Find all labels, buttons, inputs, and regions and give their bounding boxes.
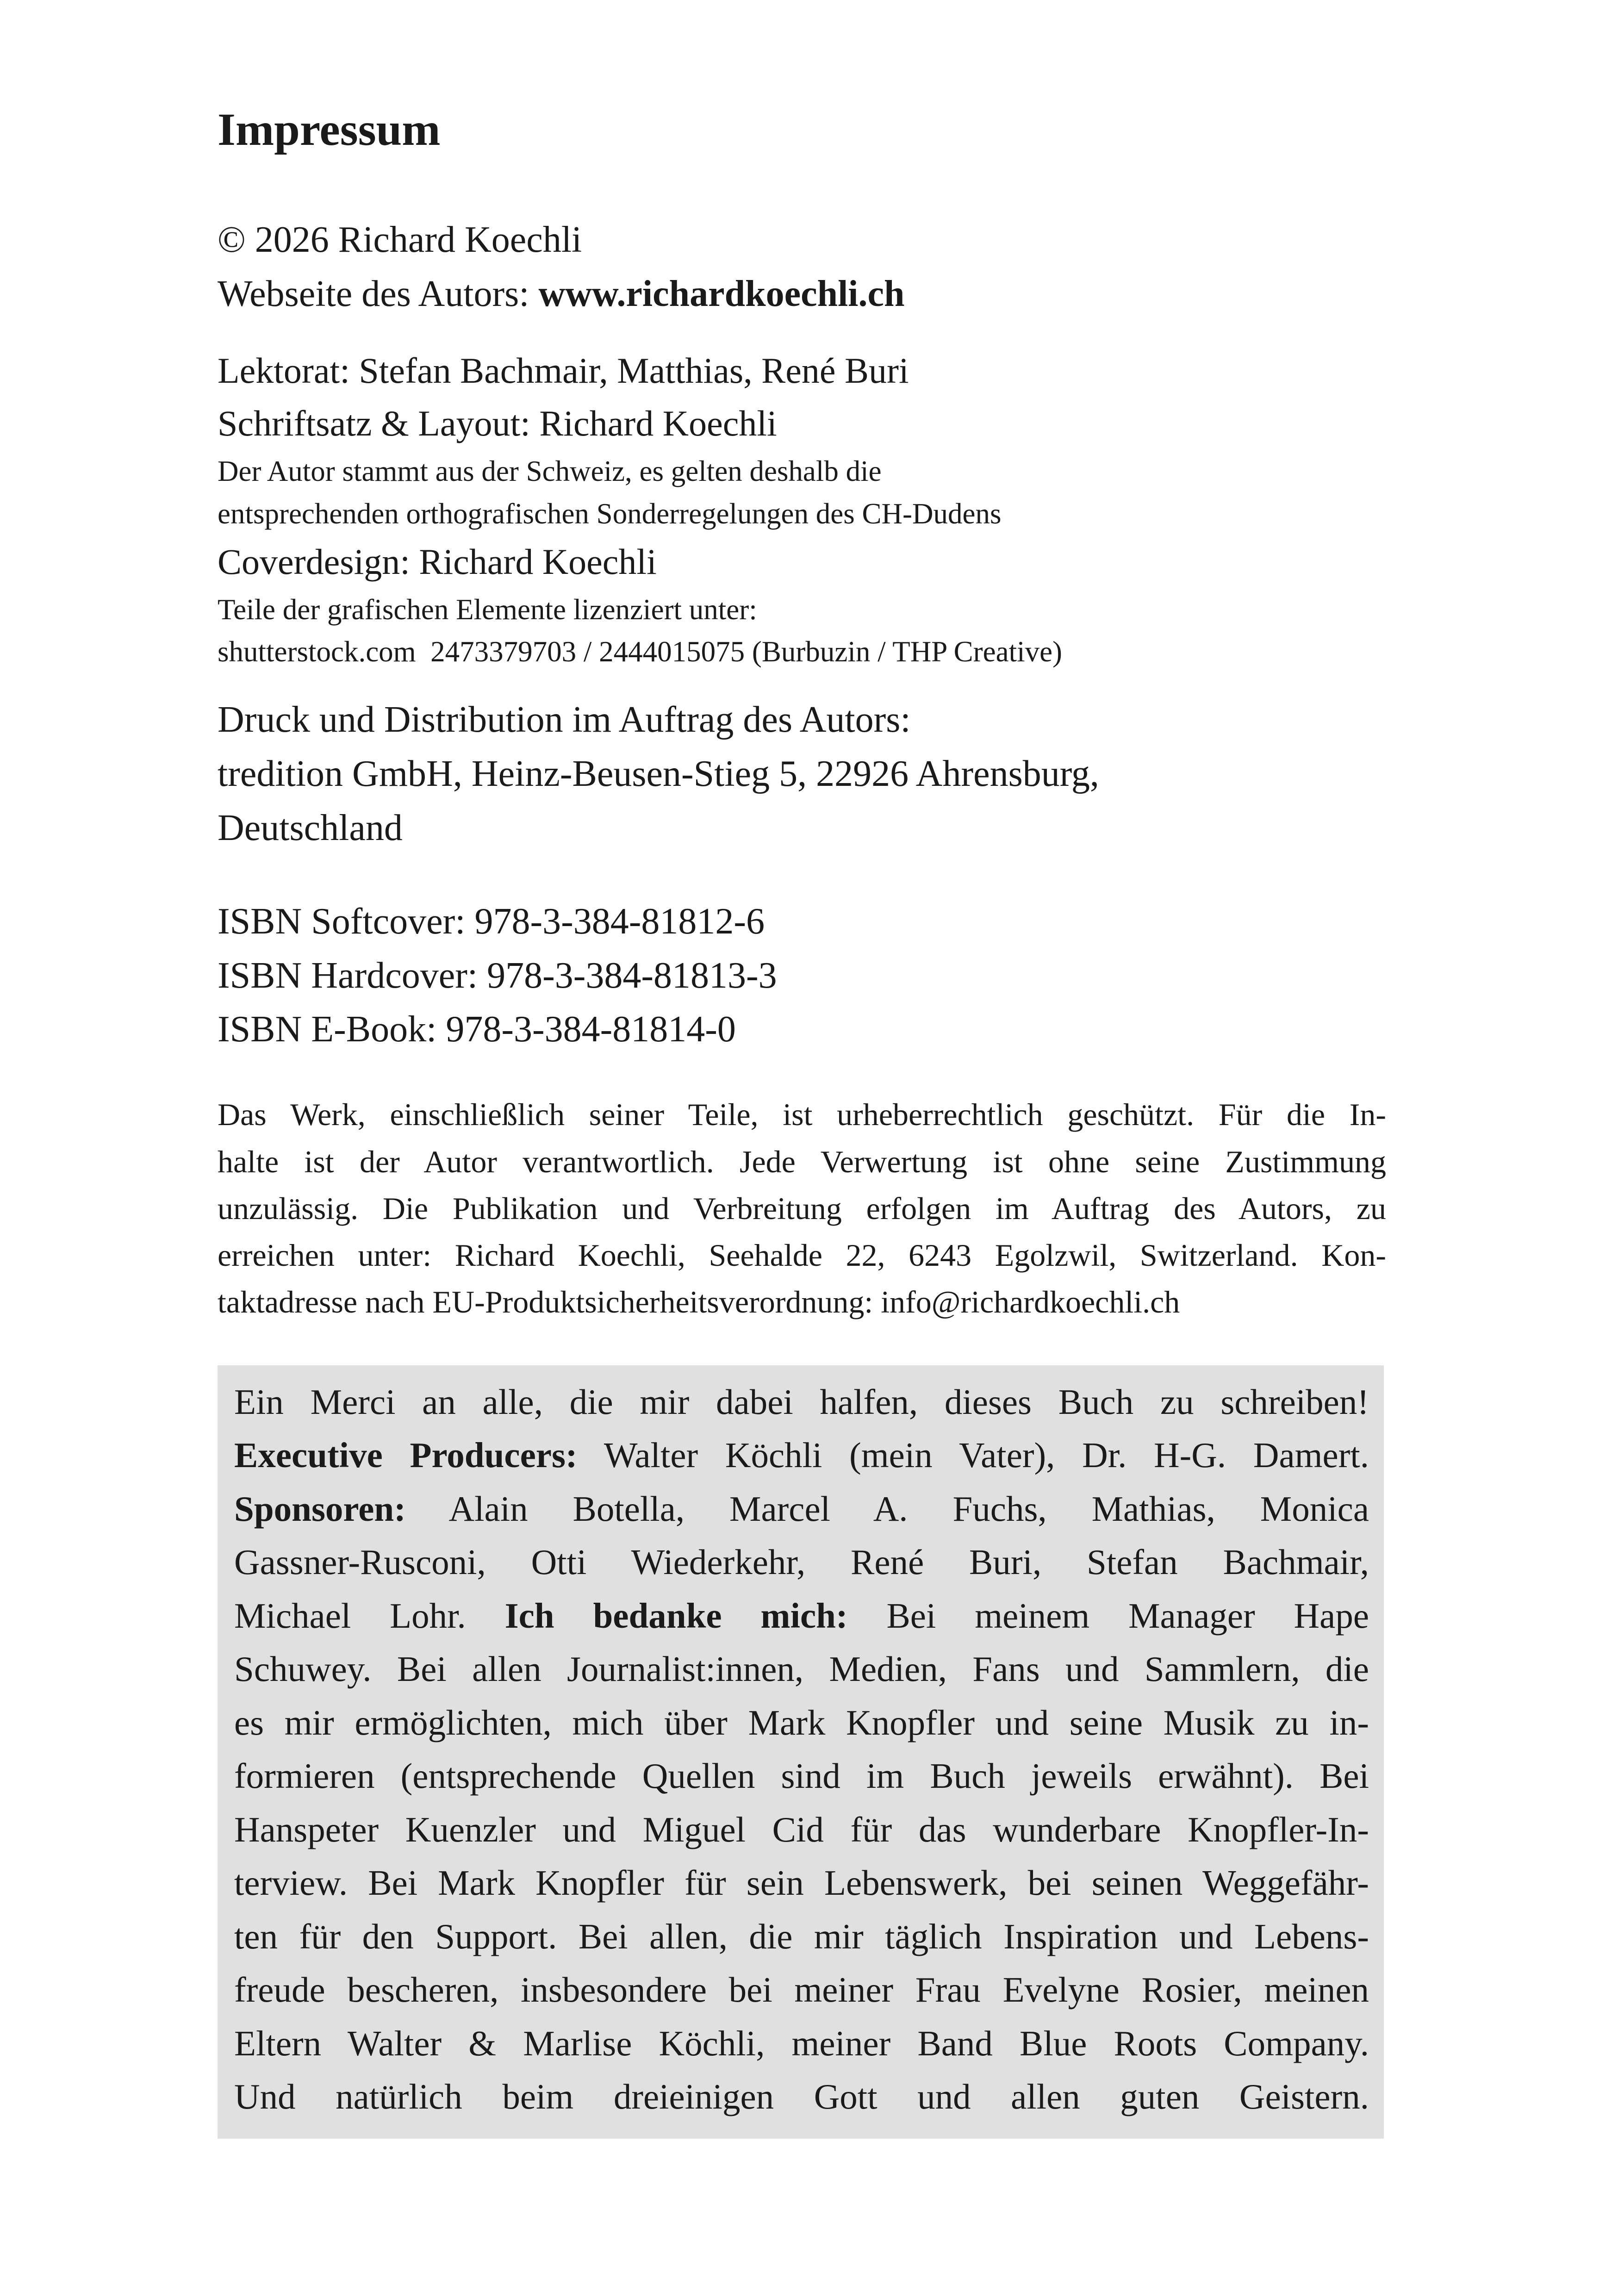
legal-line: unzulässig. Die Publikation und Verbreitung erfolgen im Auftrag des Autors, zu <box>218 1190 1386 1226</box>
legal-notice <box>218 1091 1386 1326</box>
license-line-1: Teile der grafischen Elemente lizenziert unter: <box>218 593 757 626</box>
thanks-line <box>234 1429 1369 1482</box>
legal-line: Das Werk, einschließlich seiner Teile, ist urheberrechtlich geschützt. Für die In- <box>218 1097 1386 1132</box>
thanks-line: ten für den Support. Bei allen, die mir täglich Inspiration und Lebens- <box>234 1916 1369 1956</box>
executive-producers-label: Executive Producers: <box>234 1435 578 1475</box>
thanks-line: terview. Bei Mark Knopfler für sein Lebenswerk, bei seinen Weggefähr- <box>234 1863 1369 1903</box>
acknowledgements-box <box>218 1365 1384 2139</box>
thanks-text: Bei meinem Manager Hape <box>847 1595 1369 1636</box>
website-line <box>218 267 1384 321</box>
isbn-hardcover: ISBN Hardcover: 978-3-384-81813-3 <box>218 955 777 996</box>
thanks-line: freude bescheren, insbesondere bei meiner Frau Evelyne Rosier, meinen <box>234 1970 1369 2010</box>
copyright-line: © 2026 Richard Koechli <box>218 219 582 260</box>
isbn-ebook: ISBN E-Book: 978-3-384-81814-0 <box>218 1009 736 1050</box>
swiss-note-line-2: entsprechenden orthografischen Sonderregelungen des CH-Dudens <box>218 497 1002 530</box>
thanks-line: es mir ermöglichten, mich über Mark Knopfler und seine Musik zu in- <box>234 1702 1369 1742</box>
legal-line: erreichen unter: Richard Koechli, Seehalde 22, 6243 Egolzwil, Switzerland. Kon- <box>218 1238 1386 1273</box>
website-link[interactable]: www.richardkoechli.ch <box>538 273 905 314</box>
thanks-line: Ein Merci an alle, die mir dabei halfen, dieses Buch zu schreiben! <box>234 1381 1369 1422</box>
swiss-note-line-1: Der Autor stammt aus der Schweiz, es gelten deshalb die <box>218 454 882 487</box>
isbn-block <box>218 895 1384 1057</box>
thanks-line: Schuwey. Bei allen Journalist:innen, Medien, Fans und Sammlern, die <box>234 1649 1369 1689</box>
website-label: Webseite des Autors: <box>218 273 539 314</box>
thanks-text: Michael Lohr. <box>234 1595 505 1636</box>
copyright-block <box>218 213 1384 321</box>
thanks-line: Hanspeter Kuenzler und Miguel Cid für das wunderbare Knopfler-In- <box>234 1809 1369 1849</box>
executive-producers-text: Walter Köchli (mein Vater), Dr. H-G. Damert. <box>577 1435 1369 1475</box>
isbn-softcover: ISBN Softcover: 978-3-384-81812-6 <box>218 901 765 942</box>
print-line-2: tredition GmbH, Heinz-Beusen-Stieg 5, 22926 Ahrensburg, <box>218 753 1099 795</box>
thank-you-label: Ich bedanke mich: <box>504 1595 848 1636</box>
layout-line: Schriftsatz & Layout: Richard Koechli <box>218 403 777 444</box>
cover-line: Coverdesign: Richard Koechli <box>218 541 657 582</box>
thanks-line: formieren (entsprechende Quellen sind im Buch jeweils erwähnt). Bei <box>234 1756 1369 1796</box>
sponsors-text: Alain Botella, Marcel A. Fuchs, Mathias, Monica <box>405 1488 1369 1529</box>
thanks-line <box>234 1482 1369 1536</box>
thanks-line: Eltern Walter & Marlise Köchli, meiner Band Blue Roots Company. <box>234 2023 1369 2063</box>
print-line-1: Druck und Distribution im Auftrag des Autors: <box>218 699 911 740</box>
lektorat-line: Lektorat: Stefan Bachmair, Matthias, René Buri <box>218 350 909 391</box>
impressum-page <box>218 106 1384 2139</box>
print-block <box>218 693 1384 855</box>
thanks-line: Und natürlich beim dreieinigen Gott und allen guten Geistern. <box>234 2077 1369 2117</box>
sponsors-label: Sponsoren: <box>234 1488 406 1529</box>
print-line-3: Deutschland <box>218 808 403 849</box>
license-line-2: shutterstock.com 2473379703 / 2444015075 (Burbuzin / THP Creative) <box>218 635 1063 668</box>
credits-block <box>218 344 1384 674</box>
thanks-line: Gassner-Rusconi, Otti Wiederkehr, René Buri, Stefan Bachmair, <box>234 1542 1369 1582</box>
legal-line: halte ist der Autor verantwortlich. Jede Verwertung ist ohne seine Zustimmung <box>218 1144 1386 1179</box>
legal-line: taktadresse nach EU-Produktsicherheitsverordnung: info@richardkoechli.ch <box>218 1284 1180 1320</box>
thanks-line <box>234 1589 1369 1643</box>
page-title: Impressum <box>218 104 441 155</box>
